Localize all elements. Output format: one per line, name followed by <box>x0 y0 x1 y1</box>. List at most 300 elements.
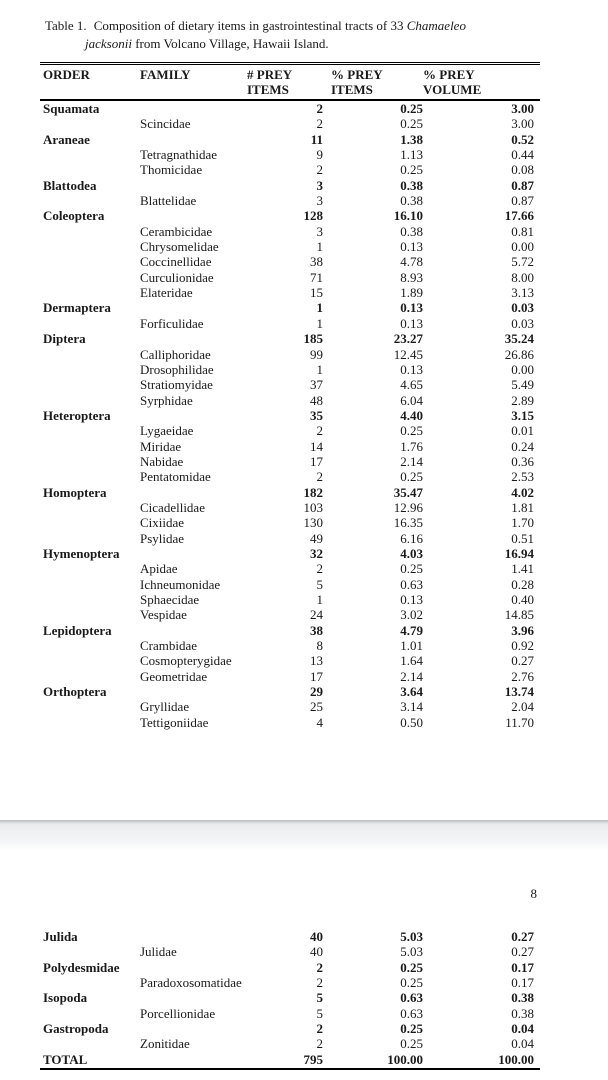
pct-items-cell: 4.03 <box>400 545 423 561</box>
prey-items-cell: 103 <box>303 499 323 515</box>
order-cell: Orthoptera <box>43 684 107 700</box>
order-cell <box>40 531 140 546</box>
table-row <box>40 975 540 990</box>
pct-volume-cell: 0.28 <box>511 576 534 592</box>
table-body-part-2 <box>40 929 540 1070</box>
order-cell <box>40 239 140 254</box>
family-cell: Blattelidae <box>140 193 197 209</box>
table-row <box>40 1052 540 1067</box>
order-cell <box>40 944 140 959</box>
order-cell <box>40 162 140 177</box>
species-epithet-italic: jacksonii <box>85 35 132 51</box>
pct-volume-cell: 0.27 <box>511 653 534 669</box>
order-cell <box>40 393 140 408</box>
column-header-family <box>140 68 243 97</box>
family-cell: Psylidae <box>140 530 185 546</box>
pct-items-cell: 6.16 <box>400 530 423 546</box>
pct-volume-cell: 0.03 <box>511 315 534 331</box>
pct-volume-cell: 3.00 <box>511 101 534 116</box>
table-row <box>40 500 540 515</box>
family-cell: Julidae <box>140 944 177 960</box>
data-table-part-1 <box>40 62 540 730</box>
pct-volume-cell: 0.08 <box>511 162 534 178</box>
pct-volume-cell: 0.04 <box>511 1036 534 1052</box>
prey-items-cell: 48 <box>310 392 323 408</box>
table-row <box>40 944 540 959</box>
family-cell: Miridae <box>140 438 182 454</box>
table-row <box>40 960 540 975</box>
family-cell <box>140 990 243 1005</box>
prey-items-cell: 2 <box>316 959 323 975</box>
pct-volume-cell: 2.04 <box>511 699 534 715</box>
pct-items-cell: 0.25 <box>400 162 423 178</box>
table-row <box>40 270 540 285</box>
prey-items-cell: 99 <box>310 346 323 362</box>
table-row <box>40 638 540 653</box>
order-cell: Polydesmidae <box>43 959 120 975</box>
prey-items-cell: 49 <box>310 530 323 546</box>
pct-volume-cell: 5.72 <box>511 254 534 270</box>
order-cell <box>40 454 140 469</box>
pct-volume-cell: 3.96 <box>511 622 534 638</box>
pct-volume-cell: 5.49 <box>511 377 534 393</box>
family-cell <box>140 960 243 975</box>
pct-items-cell: 0.25 <box>400 1036 423 1052</box>
species-genus-italic: Chamaeleo <box>406 18 466 33</box>
pct-items-cell: 0.13 <box>400 361 423 377</box>
prey-items-cell: 2 <box>316 1021 323 1037</box>
order-cell <box>40 469 140 484</box>
pct-items-cell: 0.50 <box>400 714 423 730</box>
order-cell <box>40 254 140 269</box>
family-cell: Scincidae <box>140 116 191 132</box>
prey-items-cell: 40 <box>310 929 323 944</box>
order-cell <box>40 669 140 684</box>
prey-items-cell: 1 <box>316 239 323 255</box>
family-cell: Zonitidae <box>140 1036 190 1052</box>
table-row <box>40 653 540 668</box>
prey-items-cell: 1 <box>316 361 323 377</box>
prey-items-cell: 128 <box>303 208 323 224</box>
pct-items-cell: 0.25 <box>400 975 423 991</box>
family-cell: Cosmopterygidae <box>140 653 232 669</box>
order-cell <box>40 347 140 362</box>
order-cell <box>40 561 140 576</box>
pct-items-cell: 3.02 <box>400 607 423 623</box>
order-cell <box>40 1036 140 1051</box>
prey-items-cell: 37 <box>310 377 323 393</box>
prey-items-cell: 182 <box>303 484 323 500</box>
prey-items-cell: 25 <box>310 699 323 715</box>
table-caption-line1 <box>45 17 580 35</box>
column-header-order-line1: ORDER <box>43 67 90 82</box>
family-cell <box>140 485 243 500</box>
table-row <box>40 684 540 699</box>
prey-items-cell: 1 <box>316 315 323 331</box>
prey-items-cell: 15 <box>310 285 323 301</box>
pct-volume-cell: 0.40 <box>511 592 534 607</box>
table-row <box>40 393 540 408</box>
family-cell: Coccinellidae <box>140 254 212 270</box>
table-row <box>40 377 540 392</box>
order-cell <box>40 500 140 515</box>
pct-items-cell: 0.63 <box>400 1005 423 1021</box>
family-cell <box>140 101 243 116</box>
pct-volume-cell: 0.87 <box>511 193 534 209</box>
pct-volume-cell: 0.52 <box>511 131 534 147</box>
page-separator <box>0 820 608 850</box>
family-cell <box>140 929 243 944</box>
pct-items-cell: 0.13 <box>400 300 423 316</box>
order-cell <box>40 577 140 592</box>
column-header-pct-volume-line1: % PREY <box>423 67 475 82</box>
table-row <box>40 715 540 730</box>
order-cell <box>40 423 140 438</box>
order-cell: TOTAL <box>43 1051 88 1067</box>
prey-items-cell: 35 <box>310 407 323 423</box>
prey-items-cell: 11 <box>310 131 323 147</box>
order-cell <box>40 715 140 730</box>
column-header-prey-items-line1: # PREY <box>247 67 293 82</box>
pct-volume-cell: 0.27 <box>511 929 534 944</box>
column-header-pct-items-line2: ITEMS <box>331 81 373 97</box>
order-cell: Isopoda <box>43 990 88 1006</box>
order-cell: Hymenoptera <box>43 545 120 561</box>
family-cell: Crambidae <box>140 638 198 654</box>
pct-items-cell: 16.10 <box>393 208 423 224</box>
table-row <box>40 1021 540 1036</box>
pct-volume-cell: 1.41 <box>511 561 534 577</box>
table-row <box>40 469 540 484</box>
pct-items-cell: 0.25 <box>400 1021 423 1037</box>
table-row <box>40 1006 540 1021</box>
table-caption-text: Composition of dietary items in gastrointestinal tracts of 33 <box>93 18 407 33</box>
table-row <box>40 116 540 131</box>
table-row <box>40 607 540 622</box>
prey-items-cell: 1 <box>316 300 323 316</box>
order-cell <box>40 975 140 990</box>
family-cell: Drosophilidae <box>140 361 214 377</box>
order-cell <box>40 607 140 622</box>
column-header-order <box>40 68 140 97</box>
family-cell: Gryllidae <box>140 699 190 715</box>
family-cell <box>140 300 243 315</box>
pct-volume-cell: 0.24 <box>511 438 534 454</box>
family-cell: Thomicidae <box>140 162 203 178</box>
prey-items-cell: 185 <box>303 331 323 347</box>
family-cell: Vespidae <box>140 607 187 623</box>
pct-items-cell: 4.65 <box>400 377 423 393</box>
table-row <box>40 623 540 638</box>
prey-items-cell: 130 <box>303 515 323 531</box>
prey-items-cell: 2 <box>316 162 323 178</box>
pct-items-cell: 1.38 <box>400 131 423 147</box>
family-cell: Stratiomyidae <box>140 377 213 393</box>
prey-items-cell: 5 <box>316 990 323 1006</box>
order-cell: Araneae <box>43 131 90 147</box>
page-number: 8 <box>530 886 537 901</box>
family-cell: Sphaecidae <box>140 592 200 607</box>
family-cell: Ichneumonidae <box>140 576 221 592</box>
table-row <box>40 132 540 147</box>
table-row <box>40 254 540 269</box>
pct-volume-cell: 0.38 <box>511 990 534 1006</box>
family-cell: Forficulidae <box>140 315 204 331</box>
pct-items-cell: 23.27 <box>393 331 423 347</box>
pct-items-cell: 1.76 <box>400 438 423 454</box>
prey-items-cell: 38 <box>310 622 323 638</box>
family-cell <box>140 1052 243 1067</box>
table-row <box>40 423 540 438</box>
column-header-pct-volume <box>423 68 540 97</box>
order-cell <box>40 638 140 653</box>
pct-items-cell: 0.38 <box>400 223 423 239</box>
order-cell <box>40 224 140 239</box>
table-caption <box>45 17 580 52</box>
prey-items-cell: 5 <box>316 576 323 592</box>
prey-items-cell: 2 <box>316 561 323 577</box>
prey-items-cell: 17 <box>310 453 323 469</box>
pct-items-cell: 12.96 <box>393 499 423 515</box>
family-cell <box>140 208 243 223</box>
pct-volume-cell: 0.44 <box>511 147 534 163</box>
pct-items-cell: 0.25 <box>400 561 423 577</box>
prey-items-cell: 17 <box>310 668 323 684</box>
pct-items-cell: 0.38 <box>400 193 423 209</box>
prey-items-cell: 2 <box>316 1036 323 1052</box>
pct-items-cell: 1.13 <box>400 147 423 163</box>
prey-items-cell: 3 <box>316 177 323 193</box>
prey-items-cell: 32 <box>310 545 323 561</box>
table-row <box>40 699 540 714</box>
family-cell: Calliphoridae <box>140 346 211 362</box>
order-cell <box>40 653 140 668</box>
pct-items-cell: 0.63 <box>400 576 423 592</box>
prey-items-cell: 5 <box>316 1005 323 1021</box>
table-row <box>40 193 540 208</box>
order-cell: Blattodea <box>43 177 97 193</box>
column-header-prey-items <box>243 68 323 97</box>
prey-items-cell: 38 <box>310 254 323 270</box>
order-cell <box>40 1006 140 1021</box>
pct-items-cell: 0.38 <box>400 177 423 193</box>
pct-volume-cell: 2.53 <box>511 469 534 485</box>
pct-volume-cell: 14.85 <box>504 607 534 623</box>
pct-items-cell: 0.25 <box>400 116 423 132</box>
pct-volume-cell: 0.51 <box>511 530 534 546</box>
table-header-row <box>40 62 540 101</box>
table-row <box>40 531 540 546</box>
family-cell: Paradoxosomatidae <box>140 975 242 991</box>
table-row <box>40 561 540 576</box>
order-cell: Coleoptera <box>43 208 105 224</box>
pct-volume-cell: 0.00 <box>511 361 534 377</box>
pct-items-cell: 0.25 <box>400 469 423 485</box>
table-row <box>40 162 540 177</box>
table-row <box>40 515 540 530</box>
prey-items-cell: 3 <box>316 193 323 209</box>
pct-volume-cell: 3.00 <box>511 116 534 132</box>
pct-volume-cell: 0.00 <box>511 239 534 255</box>
pct-items-cell: 12.45 <box>393 346 423 362</box>
table-row <box>40 577 540 592</box>
pct-volume-cell: 0.03 <box>511 300 534 316</box>
order-cell <box>40 116 140 131</box>
family-cell: Pentatomidae <box>140 469 211 485</box>
pct-volume-cell: 0.87 <box>511 177 534 193</box>
pct-items-cell: 0.25 <box>400 423 423 439</box>
pct-volume-cell: 11.70 <box>505 714 534 730</box>
family-cell <box>140 178 243 193</box>
prey-items-cell: 4 <box>316 714 323 730</box>
family-cell <box>140 331 243 346</box>
order-cell <box>40 147 140 162</box>
column-header-family-line1: FAMILY <box>140 67 191 82</box>
table-row <box>40 208 540 223</box>
pct-volume-cell: 0.36 <box>511 453 534 469</box>
pct-items-cell: 3.64 <box>400 684 423 700</box>
pct-items-cell: 0.13 <box>400 315 423 331</box>
table-row <box>40 347 540 362</box>
prey-items-cell: 9 <box>316 147 323 163</box>
table-row <box>40 408 540 423</box>
pct-volume-cell: 16.94 <box>504 545 534 561</box>
table-row <box>40 316 540 331</box>
family-cell: Geometridae <box>140 668 208 684</box>
pct-volume-cell: 0.01 <box>511 423 534 439</box>
order-cell: Heteroptera <box>43 407 111 423</box>
family-cell: Nabidae <box>140 453 184 469</box>
pct-items-cell: 2.14 <box>400 453 423 469</box>
prey-items-cell: 13 <box>310 653 323 669</box>
pct-items-cell: 0.25 <box>400 101 423 116</box>
pct-items-cell: 0.13 <box>400 239 423 255</box>
order-cell <box>40 439 140 454</box>
prey-items-cell: 2 <box>316 469 323 485</box>
pct-items-cell: 4.40 <box>400 407 423 423</box>
family-cell <box>140 684 243 699</box>
pct-items-cell: 5.03 <box>400 944 423 960</box>
table-row <box>40 669 540 684</box>
pct-volume-cell: 3.13 <box>511 285 534 301</box>
column-header-pct-items <box>323 68 423 97</box>
pct-volume-cell: 2.89 <box>511 392 534 408</box>
pct-items-cell: 0.25 <box>400 959 423 975</box>
table-caption-text-end: from Volcano Village, Hawaii Island. <box>131 35 329 51</box>
pct-volume-cell: 0.38 <box>511 1005 534 1021</box>
table-caption-line2 <box>85 35 580 53</box>
family-cell: Curculionidae <box>140 269 214 285</box>
pct-items-cell: 2.14 <box>400 668 423 684</box>
order-cell: Diptera <box>43 331 86 347</box>
prey-items-cell: 71 <box>310 269 323 285</box>
order-cell: Lepidoptera <box>43 622 112 638</box>
pct-volume-cell: 0.17 <box>511 975 534 991</box>
family-cell <box>140 1021 243 1036</box>
pct-volume-cell: 35.24 <box>504 331 534 347</box>
pct-volume-cell: 26.86 <box>504 346 534 362</box>
family-cell: Tettigoniidae <box>140 714 209 730</box>
order-cell <box>40 285 140 300</box>
pct-volume-cell: 13.74 <box>504 684 534 700</box>
family-cell <box>140 132 243 147</box>
pct-items-cell: 3.14 <box>400 699 423 715</box>
pct-items-cell: 5.03 <box>400 929 423 944</box>
order-cell <box>40 699 140 714</box>
data-table-part-2 <box>40 929 540 1070</box>
table-caption-label: Table 1. <box>45 18 87 33</box>
family-cell <box>140 623 243 638</box>
family-cell: Lygaeidae <box>140 423 194 439</box>
prey-items-cell: 24 <box>310 607 323 623</box>
table-row <box>40 101 540 116</box>
table-row <box>40 362 540 377</box>
order-cell: Gastropoda <box>43 1021 109 1037</box>
prey-items-cell: 1 <box>316 592 323 607</box>
table-row <box>40 147 540 162</box>
table-row <box>40 439 540 454</box>
prey-items-cell: 29 <box>310 684 323 700</box>
pct-items-cell: 35.47 <box>393 484 423 500</box>
family-cell: Chrysomelidae <box>140 239 219 255</box>
order-cell <box>40 377 140 392</box>
table-row <box>40 990 540 1005</box>
prey-items-cell: 2 <box>316 423 323 439</box>
prey-items-cell: 2 <box>316 116 323 132</box>
pct-items-cell: 100.00 <box>387 1051 423 1067</box>
family-cell: Apidae <box>140 561 178 577</box>
family-cell: Porcellionidae <box>140 1005 216 1021</box>
table-row <box>40 1036 540 1051</box>
pct-items-cell: 4.79 <box>400 622 423 638</box>
table-row <box>40 454 540 469</box>
pct-volume-cell: 0.04 <box>511 1021 534 1037</box>
pct-volume-cell: 8.00 <box>511 269 534 285</box>
pct-volume-cell: 4.02 <box>511 484 534 500</box>
column-header-prey-items-line2: ITEMS <box>247 81 289 97</box>
pct-volume-cell: 0.27 <box>511 944 534 960</box>
family-cell: Elateridae <box>140 285 193 301</box>
table-row <box>40 592 540 607</box>
order-cell: Homoptera <box>43 484 107 500</box>
prey-items-cell: 2 <box>316 101 323 116</box>
family-cell: Cixiidae <box>140 515 185 531</box>
column-header-pct-volume-line2: VOLUME <box>423 81 482 97</box>
family-cell <box>140 546 243 561</box>
order-cell: Squamata <box>43 101 100 116</box>
prey-items-cell: 8 <box>316 638 323 654</box>
pct-items-cell: 6.04 <box>400 392 423 408</box>
family-cell: Cerambicidae <box>140 223 213 239</box>
pct-items-cell: 8.93 <box>400 269 423 285</box>
prey-items-cell: 14 <box>310 438 323 454</box>
table-row <box>40 485 540 500</box>
order-cell <box>40 270 140 285</box>
table-row <box>40 300 540 315</box>
order-cell <box>40 193 140 208</box>
pct-items-cell: 16.35 <box>393 515 423 531</box>
prey-items-cell: 795 <box>303 1051 323 1067</box>
order-cell <box>40 316 140 331</box>
table-row <box>40 331 540 346</box>
pct-items-cell: 4.78 <box>400 254 423 270</box>
pct-volume-cell: 0.81 <box>511 223 534 239</box>
table-row <box>40 178 540 193</box>
family-cell: Syrphidae <box>140 392 193 408</box>
prey-items-cell: 3 <box>316 223 323 239</box>
prey-items-cell: 2 <box>316 975 323 991</box>
order-cell <box>40 592 140 607</box>
